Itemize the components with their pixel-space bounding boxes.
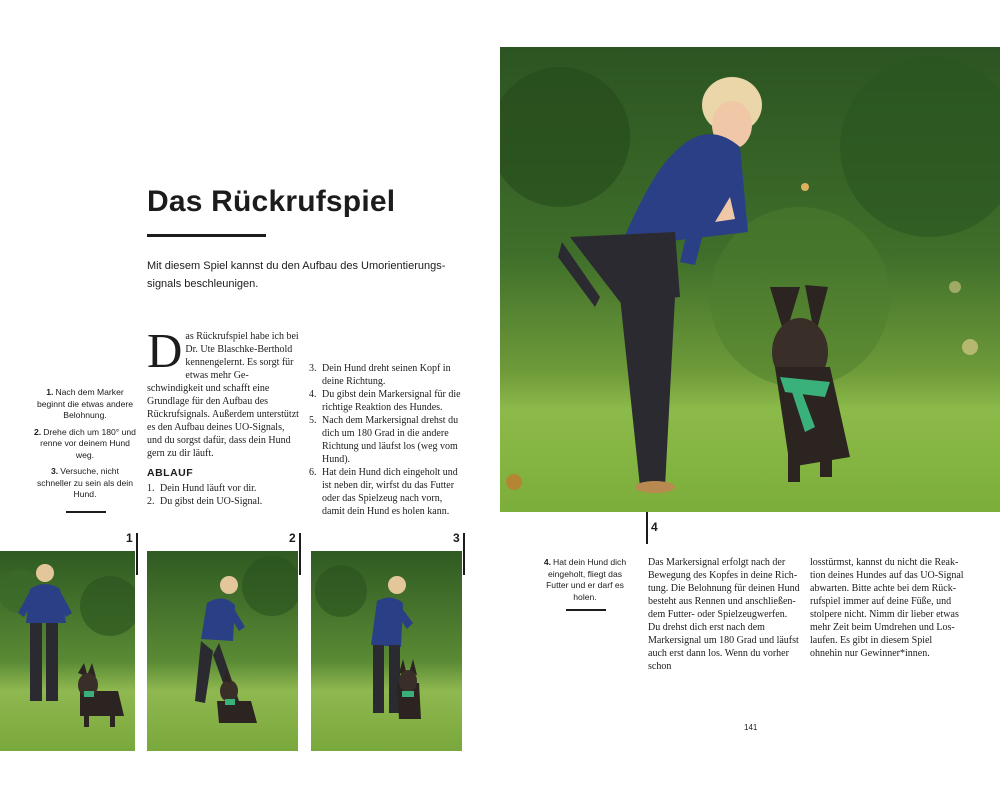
caption-3: 3. Versuche, nicht schneller zu sein als dein Hund. bbox=[36, 466, 134, 499]
photo-3-number: 3 bbox=[453, 531, 460, 545]
photo-4 bbox=[500, 47, 1000, 512]
steps-list-part-2 bbox=[309, 362, 466, 518]
page-number: 141 bbox=[744, 723, 758, 732]
body-column-3: Das Markersignal erfolgt nach der Bewegung des Kopfes in deine Richtung. Die Belohnung für deinen Hund besteht aus Rennen und anschließendem Futter- oder Spielzeugwerfen. Du drehst dich erst nach dem Markersignal um 180 Grad und läufst auch erst dann los. Wenn du vorher schon bbox=[648, 557, 800, 672]
photo-3-marker-line bbox=[463, 533, 465, 575]
photo-2-marker-line bbox=[299, 533, 301, 575]
title-divider bbox=[147, 234, 266, 237]
body-column-1 bbox=[147, 323, 299, 508]
body-column-4: losstürmst, kannst du nicht die Reaktion deines Hundes auf das UO-Signal abwarten. Bitte achte bei dem Rückrufspiel immer auf deine Füße, und stolpere nicht. Nimm dir lieber etwas mehr Zeit beim Umdrehen und Loslaufen. Es gibt in diesem Spiel ohnehin nur Gewinner*innen. bbox=[810, 557, 964, 659]
ablauf-heading: ABLAUF bbox=[147, 467, 194, 479]
step-item: 6. Hat dein Hund dich eingeholt und ist neben dir, wirfst du das Futter oder das Spielzeug nach vorn, damit dein Hund es holen kann. bbox=[309, 467, 458, 517]
step-item: 5. Nach dem Markersignal drehst du dich um 180 Grad in die andere Richtung und läufst los (weg vom Hund). bbox=[309, 415, 459, 465]
photo-4-marker-line bbox=[646, 512, 648, 544]
photo-1-marker-line bbox=[136, 533, 138, 575]
photo-4-number: 4 bbox=[651, 520, 658, 534]
drop-cap: D bbox=[147, 323, 183, 378]
page-title: Das Rückrufspiel bbox=[147, 185, 396, 218]
step-item: 1. Dein Hund läuft vor dir. bbox=[147, 483, 257, 494]
caption-divider-right bbox=[566, 609, 606, 611]
caption-1: 1. Nach dem Marker beginnt die etwas andere Belohnung. bbox=[36, 387, 134, 420]
photo-captions-left bbox=[34, 387, 136, 506]
photo-1-number: 1 bbox=[126, 531, 133, 545]
body-column-2 bbox=[309, 360, 466, 518]
step-item: 4. Du gibst dein Markersignal für die richtige Reaktion des Hundes. bbox=[309, 389, 461, 413]
step-item: 2. Du gibst dein UO-Signal. bbox=[147, 496, 263, 507]
caption-divider-left bbox=[66, 511, 106, 513]
photo-1 bbox=[0, 551, 135, 751]
intro-text: Mit diesem Spiel kannst du den Aufbau des Umorientierungssignals beschleunigen. bbox=[147, 260, 446, 290]
caption-2: 2. Drehe dich um 180° und renne vor deinem Hund weg. bbox=[34, 426, 136, 460]
intro-paragraph: as Rückrufspiel habe ich bei Dr. Ute Blaschke-Berthold kennengelernt. Es sorgt für etwas mehr Geschwindigkeit und schafft eine Grundlage für den Aufbau des Rückrufsignals. Außerdem unterstützt es den Aufbau deines UO-Signals, und du sorgst dafür, dass dein Hund gern zu dir läuft. bbox=[147, 331, 299, 459]
step-item: 3. Dein Hund dreht seinen Kopf in deine Richtung. bbox=[309, 363, 451, 387]
photo-2-number: 2 bbox=[289, 531, 296, 545]
photo-2 bbox=[147, 551, 298, 751]
photo-3 bbox=[311, 551, 462, 751]
caption-4: 4. Hat dein Hund dich eingeholt, fliegt das Futter und er darf es holen. bbox=[543, 557, 627, 602]
steps-list-part-1 bbox=[147, 482, 299, 508]
